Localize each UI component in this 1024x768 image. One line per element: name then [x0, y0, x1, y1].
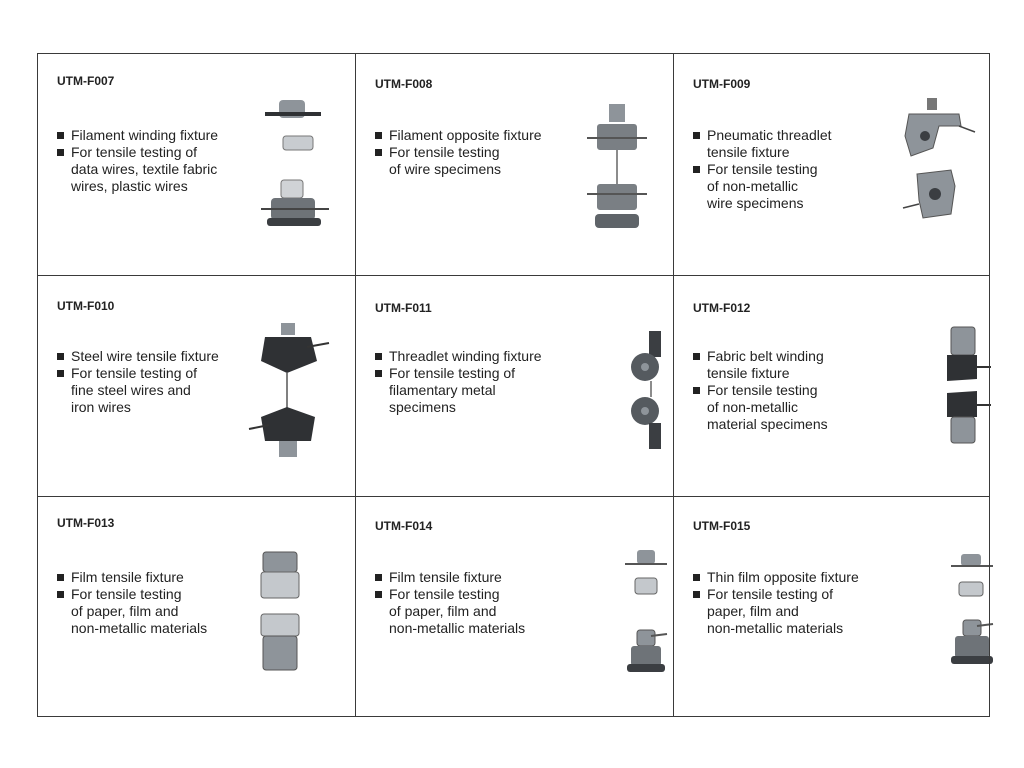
grid-divider	[37, 496, 990, 497]
fixture-use	[693, 161, 832, 212]
fixture-description	[57, 348, 219, 416]
fixture-use-line: non-metallic materials	[389, 620, 526, 636]
fixture-cell-f009	[673, 54, 990, 275]
fixture-cell-f013	[37, 496, 355, 716]
fixture-title	[375, 569, 525, 586]
fixture-use-line: For tensile testing	[707, 382, 818, 398]
fixture-use-line: For tensile testing of	[71, 144, 198, 160]
fixture-title	[693, 348, 828, 382]
fixture-use-line: For tensile testing	[389, 586, 500, 602]
fixture-cell-f015	[673, 496, 990, 716]
fixture-use-line: wire specimens	[707, 195, 804, 211]
fixture-code: UTM-F010	[57, 299, 115, 313]
fixture-photo-icon	[257, 548, 305, 678]
fixture-description	[693, 348, 828, 433]
fixture-photo-icon	[247, 321, 331, 461]
fixture-code: UTM-F007	[57, 74, 115, 88]
fixture-description	[57, 127, 218, 195]
fixture-photo-icon	[625, 327, 669, 453]
fixture-title-text: Filament opposite fixture	[389, 127, 542, 143]
fixture-description	[693, 569, 859, 637]
grid-divider	[673, 54, 674, 716]
fixture-cell-f007	[37, 54, 355, 275]
grid-divider	[355, 54, 356, 716]
fixture-use-line: of non-metallic	[707, 399, 799, 415]
fixture-code: UTM-F008	[375, 77, 433, 91]
fixture-title	[375, 127, 542, 144]
fixture-description	[375, 348, 542, 416]
fixture-use	[57, 586, 207, 637]
fixture-cell-f010	[37, 275, 355, 496]
fixture-description	[57, 569, 207, 637]
fixture-cell-f014	[355, 496, 673, 716]
fixture-title-text: Steel wire tensile fixture	[71, 348, 219, 364]
fixture-title-text: Thin film opposite fixture	[707, 569, 859, 585]
fixture-description	[693, 127, 832, 212]
grid-divider	[989, 54, 990, 716]
fixture-use-line: specimens	[389, 399, 456, 415]
fixture-title	[375, 348, 542, 365]
fixture-title-text: Filament winding fixture	[71, 127, 219, 143]
fixture-code: UTM-F014	[375, 519, 433, 533]
grid-divider	[37, 54, 38, 716]
fixture-title-line: Fabric belt winding	[707, 348, 824, 364]
fixture-title	[693, 127, 832, 161]
fixture-use-line: non-metallic materials	[707, 620, 844, 636]
fixture-title-line: tensile fixture	[707, 144, 790, 160]
fixture-photo-icon	[583, 102, 653, 236]
fixture-use-line: data wires, textile fabric	[71, 161, 218, 177]
fixture-use-line: paper, film and	[707, 603, 799, 619]
fixture-use-line: wires, plastic wires	[71, 178, 188, 194]
fixture-use-line: For tensile testing of	[707, 586, 834, 602]
fixture-use-line: For tensile testing	[389, 144, 500, 160]
fixture-grid	[37, 53, 990, 717]
fixture-use	[375, 365, 542, 416]
fixture-use	[375, 144, 542, 178]
fixture-title-text: Threadlet winding fixture	[389, 348, 542, 364]
fixture-use-line: material specimens	[707, 416, 828, 432]
fixture-title	[57, 569, 207, 586]
fixture-code: UTM-F013	[57, 516, 115, 530]
fixture-use-line: of paper, film and	[71, 603, 179, 619]
fixture-use	[57, 144, 218, 195]
fixture-code: UTM-F011	[375, 301, 432, 315]
fixture-title-line: tensile fixture	[707, 365, 790, 381]
fixture-use-line: filamentary metal	[389, 382, 496, 398]
fixture-code: UTM-F015	[693, 519, 751, 533]
fixture-description	[375, 569, 525, 637]
fixture-use	[693, 382, 828, 433]
fixture-title-text: Film tensile fixture	[71, 569, 184, 585]
fixture-use-line: For tensile testing	[71, 586, 182, 602]
fixture-use-line: For tensile testing of	[71, 365, 198, 381]
grid-row-3	[37, 496, 990, 716]
fixture-title	[57, 348, 219, 365]
grid-divider	[37, 275, 990, 276]
fixture-title-text: Film tensile fixture	[389, 569, 502, 585]
fixture-use	[693, 586, 859, 637]
fixture-use-line: non-metallic materials	[71, 620, 208, 636]
fixture-use-line: fine steel wires and	[71, 382, 191, 398]
fixture-code: UTM-F009	[693, 77, 751, 91]
fixture-photo-icon	[621, 548, 671, 678]
fixture-photo-icon	[899, 96, 979, 226]
fixture-use	[57, 365, 219, 416]
fixture-use-line: of wire specimens	[389, 161, 502, 177]
fixture-photo-icon	[941, 323, 993, 449]
fixture-title-line: Pneumatic threadlet	[707, 127, 832, 143]
grid-row-2	[37, 275, 990, 496]
fixture-use-line: For tensile testing of	[389, 365, 516, 381]
fixture-cell-f008	[355, 54, 673, 275]
fixture-use-line: of paper, film and	[389, 603, 497, 619]
fixture-use	[375, 586, 525, 637]
fixture-use-line: of non-metallic	[707, 178, 799, 194]
fixture-code: UTM-F012	[693, 301, 751, 315]
fixture-description	[375, 127, 542, 178]
fixture-use-line: iron wires	[71, 399, 131, 415]
grid-row-1	[37, 54, 990, 275]
fixture-title	[693, 569, 859, 586]
fixture-title	[57, 127, 218, 144]
fixture-use-line: For tensile testing	[707, 161, 818, 177]
fixture-cell-f011	[355, 275, 673, 496]
fixture-cell-f012	[673, 275, 990, 496]
fixture-photo-icon	[257, 94, 337, 234]
